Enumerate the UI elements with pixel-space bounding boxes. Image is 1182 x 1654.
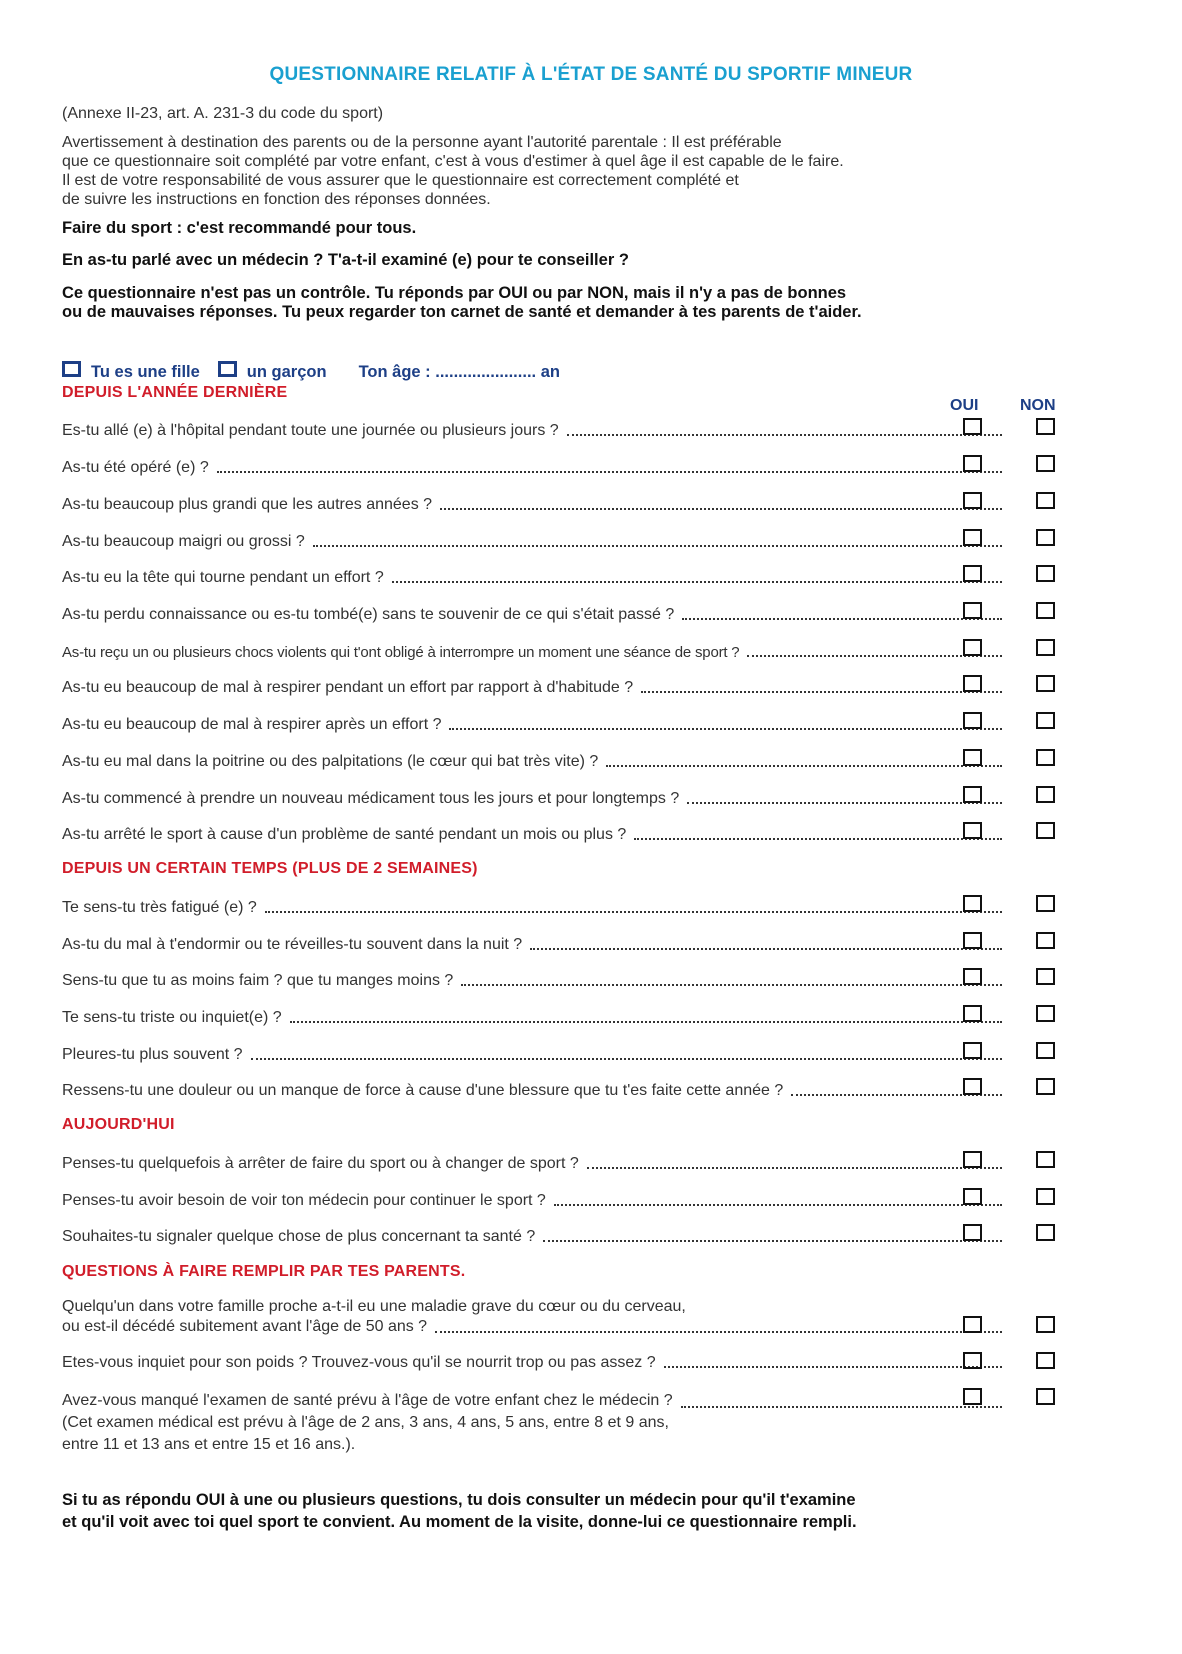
checkbox-non[interactable] [1036,529,1055,546]
question-line-with-dots [62,1390,1002,1412]
question-text: Ressens-tu une douleur ou un manque de force à cause d'une blessure que tu t'es faite cette année ? [62,1082,784,1099]
question-row [62,529,1002,551]
checkbox-oui[interactable] [963,529,982,546]
question-row [62,712,1002,734]
checkbox-oui[interactable] [963,1078,982,1095]
checkbox-non[interactable] [1036,749,1055,766]
question-row [62,786,1002,808]
checkbox-oui[interactable] [963,675,982,692]
question-text: As-tu beaucoup plus grandi que les autres années ? [62,496,433,513]
checkbox-oui[interactable] [963,1005,982,1022]
parent-question-exam [62,1390,1002,1456]
question-text: Te sens-tu triste ou inquiet(e) ? [62,1009,282,1026]
intro-line: Ce questionnaire n'est pas un contrôle. Tu réponds par OUI ou par NON, mais il n'y a pas de bonnes [62,284,847,302]
boy-label: un garçon [246,362,327,381]
intro-recommended: Faire du sport : c'est recommandé pour tous. [62,219,417,237]
dot-leader [634,824,1002,840]
section-title: DEPUIS UN CERTAIN TEMPS (PLUS DE 2 SEMAINES) [62,860,478,877]
boy-checkbox[interactable] [218,361,237,377]
question-row [62,968,1002,990]
question-note: entre 11 et 13 ans et entre 15 et 16 ans.). [62,1436,356,1453]
dot-leader [265,897,1002,913]
warning-line: Il est de votre responsabilité de vous assurer que le questionnaire est correctement complété et [62,172,739,189]
section-title: DEPUIS L'ANNÉE DERNIÈRE [62,384,288,401]
checkbox-non[interactable] [1036,455,1055,472]
warning-line: de suivre les instructions en fonction des réponses données. [62,191,491,208]
checkbox-non[interactable] [1036,639,1055,656]
intro-not-a-test [62,284,862,322]
checkbox-non[interactable] [1036,932,1055,949]
section-title: QUESTIONS À FAIRE REMPLIR PAR TES PARENTS. [62,1263,466,1280]
question-row [62,932,1002,954]
question-row [62,1005,1002,1027]
checkbox-non[interactable] [1036,1316,1055,1333]
checkbox-oui[interactable] [963,712,982,729]
question-row [62,1151,1002,1173]
checkbox-non[interactable] [1036,1078,1055,1095]
parent-question-family [62,1297,1002,1337]
column-oui: OUI [950,397,979,414]
question-row [62,418,1002,440]
section-title: AUJOURD'HUI [62,1116,175,1133]
dot-leader [664,1352,1002,1368]
dot-leader [682,604,1002,620]
checkbox-oui[interactable] [963,602,982,619]
question-text: ou est-il décédé subitement avant l'âge de 50 ans ? [62,1318,428,1335]
question-text: Pleures-tu plus souvent ? [62,1046,243,1063]
question-row [62,565,1002,587]
checkbox-oui[interactable] [963,822,982,839]
checkbox-oui[interactable] [963,932,982,949]
question-row [62,1350,1002,1372]
checkbox-oui[interactable] [963,1224,982,1241]
checkbox-non[interactable] [1036,418,1055,435]
checkbox-oui[interactable] [963,1151,982,1168]
checkbox-oui[interactable] [963,1316,982,1333]
question-text: Quelqu'un dans votre famille proche a-t-il eu une maladie grave du cœur ou du cerveau, [62,1298,686,1315]
dot-leader [217,457,1002,473]
checkbox-non[interactable] [1036,1352,1055,1369]
question-text: As-tu eu beaucoup de mal à respirer pendant un effort par rapport à d'habitude ? [62,679,634,696]
dot-leader [435,1317,1002,1333]
dot-leader [687,788,1002,804]
question-row [62,639,1002,661]
checkbox-non[interactable] [1036,712,1055,729]
question-text: As-tu du mal à t'endormir ou te réveilles-tu souvent dans la nuit ? [62,936,523,953]
question-text: Souhaites-tu signaler quelque chose de plus concernant ta santé ? [62,1228,536,1245]
annexe-reference: (Annexe II-23, art. A. 231-3 du code du sport) [62,105,384,122]
question-row [62,675,1002,697]
checkbox-non[interactable] [1036,675,1055,692]
checkbox-non[interactable] [1036,1042,1055,1059]
gender-age-row [62,360,560,384]
dot-leader [290,1007,1002,1023]
dot-leader [461,970,1002,986]
question-row [62,602,1002,624]
question-row [62,1078,1002,1100]
dot-leader [251,1044,1002,1060]
checkbox-oui[interactable] [963,418,982,435]
question-row [62,822,1002,844]
checkbox-oui[interactable] [963,1352,982,1369]
column-non: NON [1020,397,1056,414]
checkbox-oui[interactable] [963,565,982,582]
intro-doctor: En as-tu parlé avec un médecin ? T'a-t-il examiné (e) pour te conseiller ? [62,251,629,269]
dot-leader [681,1392,1002,1408]
dot-leader [392,567,1002,583]
checkbox-oui[interactable] [963,895,982,912]
question-text: As-tu perdu connaissance ou es-tu tombé(e) sans te souvenir de ce qui s'était passé ? [62,606,675,623]
question-row [62,455,1002,477]
checkbox-oui[interactable] [963,1388,982,1405]
question-text: As-tu eu la tête qui tourne pendant un effort ? [62,569,384,586]
question-text: As-tu été opéré (e) ? [62,459,209,476]
question-row [62,1224,1002,1246]
dot-leader [313,531,1002,547]
dot-leader [587,1153,1002,1169]
checkbox-non[interactable] [1036,1005,1055,1022]
parent-warning [62,133,1062,209]
checkbox-oui[interactable] [963,455,982,472]
checkbox-oui[interactable] [963,639,982,656]
question-note: (Cet examen médical est prévu à l'âge de 2 ans, 3 ans, 4 ans, 5 ans, entre 8 et 9 ans, [62,1414,669,1431]
checkbox-non[interactable] [1036,968,1055,985]
girl-label: Tu es une fille [91,362,200,381]
checkbox-non[interactable] [1036,822,1055,839]
dot-leader [606,751,1002,767]
checkbox-non[interactable] [1036,1151,1055,1168]
question-text: Penses-tu avoir besoin de voir ton médecin pour continuer le sport ? [62,1192,546,1209]
checkbox-non[interactable] [1036,565,1055,582]
question-text: Te sens-tu très fatigué (e) ? [62,899,257,916]
dot-leader [554,1190,1002,1206]
question-text: As-tu beaucoup maigri ou grossi ? [62,533,305,550]
question-text: As-tu reçu un ou plusieurs chocs violents qui t'ont obligé à interrompre un moment une séance de sport ? [62,644,740,661]
age-field[interactable]: Ton âge : ...................... an [358,362,560,381]
checkbox-oui[interactable] [963,786,982,803]
question-row [62,1042,1002,1064]
question-row [62,492,1002,514]
warning-line: Avertissement à destination des parents ou de la personne ayant l'autorité parentale : Il est préférable [62,134,782,151]
page-title: QUESTIONNAIRE RELATIF À L'ÉTAT DE SANTÉ DU SPORTIF MINEUR [269,64,913,85]
dot-leader [449,714,1002,730]
checkbox-oui[interactable] [963,1188,982,1205]
question-text: Avez-vous manqué l'examen de santé prévu à l'âge de votre enfant chez le médecin ? [62,1392,673,1409]
dot-leader [440,494,1002,510]
checkbox-non[interactable] [1036,492,1055,509]
dot-leader [530,934,1002,950]
dot-leader [543,1226,1002,1242]
question-text: Etes-vous inquiet pour son poids ? Trouvez-vous qu'il se nourrit trop ou pas assez ? [62,1354,656,1371]
checkbox-oui[interactable] [963,492,982,509]
girl-checkbox[interactable] [62,361,81,377]
footer-instructions [62,1489,857,1533]
checkbox-non[interactable] [1036,1388,1055,1405]
checkbox-non[interactable] [1036,895,1055,912]
warning-line: que ce questionnaire soit complété par votre enfant, c'est à vous d'estimer à quel âge il est capable de le faire. [62,153,844,170]
question-text: Es-tu allé (e) à l'hôpital pendant toute une journée ou plusieurs jours ? [62,422,559,439]
checkbox-oui[interactable] [963,749,982,766]
checkbox-non[interactable] [1036,1224,1055,1241]
question-row [62,895,1002,917]
question-text: As-tu commencé à prendre un nouveau médicament tous les jours et pour longtemps ? [62,790,680,807]
question-text: Sens-tu que tu as moins faim ? que tu manges moins ? [62,972,454,989]
checkbox-oui[interactable] [963,968,982,985]
question-text: Penses-tu quelquefois à arrêter de faire du sport ou à changer de sport ? [62,1155,579,1172]
checkbox-non[interactable] [1036,786,1055,803]
checkbox-non[interactable] [1036,602,1055,619]
checkbox-oui[interactable] [963,1042,982,1059]
footer-line: Si tu as répondu OUI à une ou plusieurs questions, tu dois consulter un médecin pour qu'il t'examine [62,1491,856,1509]
question-text: As-tu eu beaucoup de mal à respirer après un effort ? [62,716,442,733]
question-line-with-dots [62,1317,1002,1337]
intro-line: ou de mauvaises réponses. Tu peux regarder ton carnet de santé et demander à tes parents de t'aider. [62,303,862,321]
checkbox-non[interactable] [1036,1188,1055,1205]
question-text: As-tu eu mal dans la poitrine ou des palpitations (le cœur qui bat très vite) ? [62,753,599,770]
footer-line: et qu'il voit avec toi quel sport te convient. Au moment de la visite, donne-lui ce questionnaire rempli. [62,1513,857,1531]
question-row [62,749,1002,771]
question-row [62,1188,1002,1210]
question-text: As-tu arrêté le sport à cause d'un problème de santé pendant un mois ou plus ? [62,826,627,843]
dot-leader [641,677,1002,693]
dot-leader [567,420,1002,436]
